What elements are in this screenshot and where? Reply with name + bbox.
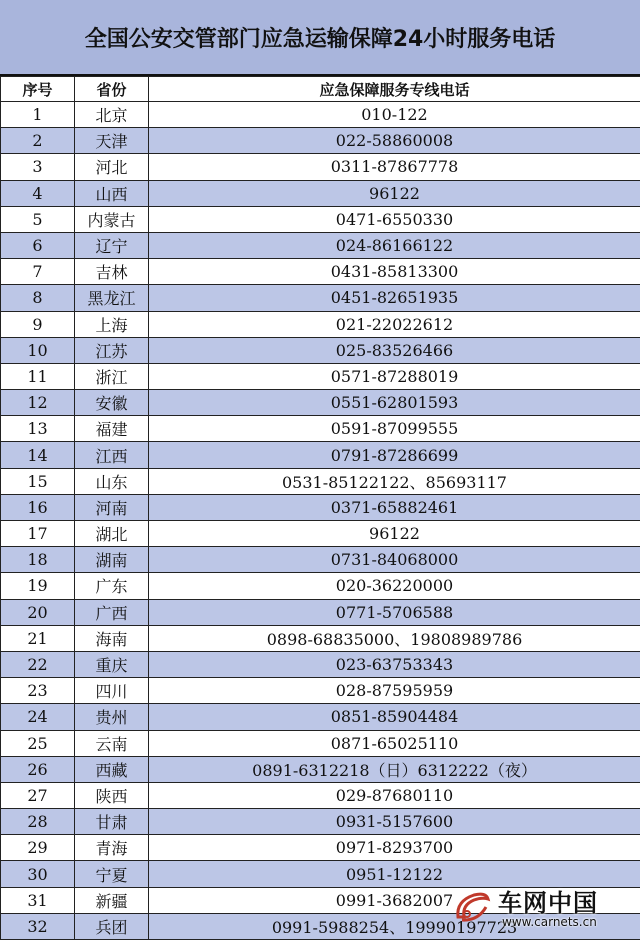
cell-no: 7: [1, 259, 75, 285]
table-row: [1, 259, 640, 285]
cell-no: 3: [1, 154, 75, 180]
table-row: [1, 390, 640, 416]
cell-province: 安徽: [75, 390, 149, 416]
cell-no: 19: [1, 573, 75, 599]
cell-no: 29: [1, 835, 75, 861]
column-header-no: 序号: [1, 77, 75, 102]
table-row: [1, 573, 640, 599]
cell-phone: 0431-85813300: [149, 259, 640, 285]
cell-no: 13: [1, 416, 75, 442]
watermark-url: www.carnets.cn: [502, 915, 597, 929]
cell-no: 14: [1, 442, 75, 468]
cell-no: 8: [1, 285, 75, 311]
cell-phone: 0771-5706588: [149, 599, 640, 625]
cell-province: 天津: [75, 128, 149, 154]
cell-province: 黑龙江: [75, 285, 149, 311]
cell-province: 西藏: [75, 756, 149, 782]
cell-province: 江苏: [75, 337, 149, 363]
table-row: [1, 154, 640, 180]
cell-phone: 023-63753343: [149, 651, 640, 677]
cell-no: 17: [1, 521, 75, 547]
cell-no: 24: [1, 704, 75, 730]
cell-province: 北京: [75, 102, 149, 128]
cell-phone: 024-86166122: [149, 232, 640, 258]
cell-phone: 025-83526466: [149, 337, 640, 363]
cell-phone: 0971-8293700: [149, 835, 640, 861]
cell-no: 26: [1, 756, 75, 782]
cell-no: 11: [1, 363, 75, 389]
cell-phone: 0991-5988254、19990197723: [149, 913, 640, 939]
cell-phone: 0898-68835000、19808989786: [149, 625, 640, 651]
table-row: [1, 730, 640, 756]
cell-no: 6: [1, 232, 75, 258]
cell-phone: 0571-87288019: [149, 363, 640, 389]
cell-phone: 96122: [149, 521, 640, 547]
cell-no: 18: [1, 547, 75, 573]
cell-phone: 028-87595959: [149, 678, 640, 704]
column-header-province: 省份: [75, 77, 149, 102]
cell-no: 4: [1, 180, 75, 206]
cell-phone: 020-36220000: [149, 573, 640, 599]
cell-phone: 021-22022612: [149, 311, 640, 337]
cell-no: 25: [1, 730, 75, 756]
table-row: [1, 102, 640, 128]
cell-province: 上海: [75, 311, 149, 337]
table-row: [1, 809, 640, 835]
watermark-title: 车网中国: [498, 889, 598, 917]
cell-no: 31: [1, 887, 75, 913]
table-row: [1, 756, 640, 782]
table-row: [1, 206, 640, 232]
table-header-row: [1, 77, 640, 102]
cell-no: 9: [1, 311, 75, 337]
cell-province: 海南: [75, 625, 149, 651]
cell-province: 吉林: [75, 259, 149, 285]
cell-province: 浙江: [75, 363, 149, 389]
cell-phone: 029-87680110: [149, 782, 640, 808]
table-row: [1, 782, 640, 808]
table-row: [1, 835, 640, 861]
cell-no: 30: [1, 861, 75, 887]
cell-no: 16: [1, 494, 75, 520]
cell-phone: 0851-85904484: [149, 704, 640, 730]
table-row: [1, 285, 640, 311]
cell-phone: 0371-65882461: [149, 494, 640, 520]
table-row: [1, 547, 640, 573]
cell-province: 四川: [75, 678, 149, 704]
table-row: [1, 521, 640, 547]
cell-phone: 0311-87867778: [149, 154, 640, 180]
table-row: [1, 468, 640, 494]
cell-no: 23: [1, 678, 75, 704]
cell-province: 福建: [75, 416, 149, 442]
table-row: [1, 704, 640, 730]
cell-no: 32: [1, 913, 75, 939]
cell-phone: 0591-87099555: [149, 416, 640, 442]
watermark-logo: [452, 881, 632, 935]
table-row: [1, 363, 640, 389]
cell-phone: 0951-12122: [149, 861, 640, 887]
cell-no: 21: [1, 625, 75, 651]
cell-phone: 0731-84068000: [149, 547, 640, 573]
cell-no: 15: [1, 468, 75, 494]
table-row: [1, 232, 640, 258]
cell-province: 河北: [75, 154, 149, 180]
cell-province: 广西: [75, 599, 149, 625]
table-row: [1, 416, 640, 442]
cell-province: 兵团: [75, 913, 149, 939]
cell-no: 5: [1, 206, 75, 232]
cell-phone: 022-58860008: [149, 128, 640, 154]
cell-phone: 0931-5157600: [149, 809, 640, 835]
cell-province: 内蒙古: [75, 206, 149, 232]
column-header-phone: 应急保障服务专线电话: [149, 77, 640, 102]
table-row: [1, 442, 640, 468]
cell-no: 22: [1, 651, 75, 677]
cell-province: 云南: [75, 730, 149, 756]
table-row: [1, 128, 640, 154]
cell-province: 重庆: [75, 651, 149, 677]
cell-phone: 0891-6312218（日）6312222（夜）: [149, 756, 640, 782]
cell-phone: 0791-87286699: [149, 442, 640, 468]
cell-province: 青海: [75, 835, 149, 861]
cell-no: 12: [1, 390, 75, 416]
table-body: [1, 102, 640, 940]
cell-province: 山东: [75, 468, 149, 494]
cell-province: 山西: [75, 180, 149, 206]
cell-province: 贵州: [75, 704, 149, 730]
table-row: [1, 625, 640, 651]
table-row: [1, 651, 640, 677]
hotline-table: [0, 76, 640, 940]
table-row: [1, 599, 640, 625]
cell-no: 10: [1, 337, 75, 363]
cell-phone: 0471-6550330: [149, 206, 640, 232]
page-title: 全国公安交管部门应急运输保障24小时服务电话: [0, 0, 640, 76]
cell-phone: 0871-65025110: [149, 730, 640, 756]
cell-phone: 0451-82651935: [149, 285, 640, 311]
cell-province: 新疆: [75, 887, 149, 913]
cell-phone: 0531-85122122、85693117: [149, 468, 640, 494]
cell-no: 1: [1, 102, 75, 128]
cell-province: 宁夏: [75, 861, 149, 887]
car-logo-icon: [452, 887, 492, 927]
table-row: [1, 678, 640, 704]
cell-province: 湖南: [75, 547, 149, 573]
cell-phone: 0991-3682007: [149, 887, 640, 913]
table-row: [1, 180, 640, 206]
cell-no: 2: [1, 128, 75, 154]
cell-phone: 010-122: [149, 102, 640, 128]
cell-no: 20: [1, 599, 75, 625]
cell-province: 江西: [75, 442, 149, 468]
cell-phone: 0551-62801593: [149, 390, 640, 416]
cell-province: 甘肃: [75, 809, 149, 835]
cell-province: 辽宁: [75, 232, 149, 258]
cell-no: 27: [1, 782, 75, 808]
cell-province: 陕西: [75, 782, 149, 808]
table-row: [1, 494, 640, 520]
cell-no: 28: [1, 809, 75, 835]
cell-phone: 96122: [149, 180, 640, 206]
table-row: [1, 337, 640, 363]
table-row: [1, 311, 640, 337]
cell-province: 河南: [75, 494, 149, 520]
cell-province: 广东: [75, 573, 149, 599]
cell-province: 湖北: [75, 521, 149, 547]
